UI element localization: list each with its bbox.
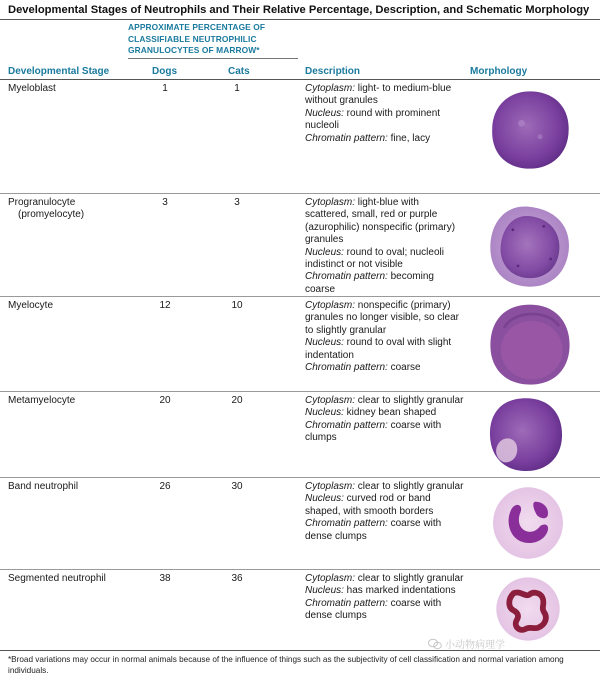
cats-percentage: 3 — [234, 197, 240, 208]
span-header-divider — [128, 58, 298, 59]
cats-percentage: 20 — [231, 395, 243, 406]
description-label: Chromatin pattern: — [305, 132, 388, 144]
description-label: Cytoplasm: — [305, 300, 356, 311]
description-text: fine, lacy — [387, 132, 431, 144]
description-label: Cytoplasm: — [305, 197, 356, 208]
col-header-morphology: Morphology — [470, 66, 528, 77]
description-label: Cytoplasm: — [305, 395, 356, 406]
watermark-text: 小动物病理学 — [445, 640, 505, 651]
description-label: Nucleus: — [305, 107, 344, 119]
dogs-percentage: 20 — [159, 395, 171, 406]
description-text: clear to slightly granular — [355, 573, 464, 584]
description — [305, 573, 465, 623]
col-header-description: Description — [305, 66, 361, 77]
table-title: Developmental Stages of Neutrophils and Their Relative Percentage, Description, and Schematic Morphology — [8, 4, 590, 16]
description-line — [305, 598, 465, 623]
description-label: Chromatin pattern: — [305, 518, 388, 530]
description-text: coarse with dense clumps — [305, 518, 442, 542]
cats-percentage: 36 — [231, 573, 243, 584]
description-text: light-blue with scattered, small, red or purple (azurophilic) nonspecific (primary) granules — [305, 197, 456, 246]
description-label: Chromatin pattern: — [305, 419, 388, 431]
title-divider — [0, 19, 600, 20]
footnote-divider — [0, 650, 600, 651]
metamyelocyte-cell-image — [486, 395, 566, 480]
description-label: Cytoplasm: — [305, 83, 356, 94]
description-line — [305, 197, 465, 247]
row-divider — [0, 193, 600, 194]
description-line — [305, 573, 465, 585]
dogs-percentage: 26 — [159, 481, 171, 492]
description-text: round to oval with slight indentation — [305, 337, 452, 361]
description-line — [305, 83, 465, 108]
description-label: Nucleus: — [305, 493, 344, 505]
description-line — [305, 481, 465, 493]
row-divider — [0, 296, 600, 297]
myelocyte-cell-image — [486, 302, 574, 393]
dogs-percentage: 3 — [162, 197, 168, 208]
col-header-stage: Developmental Stage — [8, 66, 110, 77]
description-line — [305, 420, 465, 445]
description-text: coarse with clumps — [305, 419, 442, 444]
description-text: has marked indentations — [343, 585, 456, 597]
myeloblast-cell-image — [486, 88, 574, 177]
percentage-span-header: APPROXIMATE PERCENTAGE OF CLASSIFIABLE NEUTROPHILIC GRANULOCYTES OF MARROW* — [128, 22, 266, 55]
description-label: Chromatin pattern: — [305, 597, 388, 609]
description-line — [305, 395, 465, 407]
description-label: Cytoplasm: — [305, 573, 356, 584]
dogs-percentage: 12 — [159, 300, 171, 311]
cats-percentage: 10 — [231, 300, 243, 311]
cats-percentage: 1 — [234, 83, 240, 94]
description-text: becoming coarse — [305, 271, 434, 295]
description-text: curved rod or band shaped, with smooth borders — [305, 493, 434, 517]
description-label: Nucleus: — [305, 246, 344, 258]
stage-name: Band neutrophil — [8, 481, 79, 492]
description-line — [305, 407, 465, 419]
description-line — [305, 271, 465, 296]
col-header-dogs: Dogs — [152, 66, 177, 77]
description-text: coarse with dense clumps — [305, 597, 442, 622]
description-text: clear to slightly granular — [355, 481, 464, 492]
description — [305, 197, 465, 296]
watermark — [428, 636, 505, 651]
description-text: light- to medium-blue without granules — [305, 83, 452, 107]
description-text: kidney bean shaped — [343, 407, 437, 419]
description-label: Chromatin pattern: — [305, 362, 388, 374]
stage-name: Metamyelocyte — [8, 395, 76, 406]
description-label: Nucleus: — [305, 585, 344, 597]
description-line — [305, 247, 465, 272]
description — [305, 481, 465, 543]
description-label: Chromatin pattern: — [305, 271, 388, 283]
dogs-percentage: 38 — [159, 573, 171, 584]
description-text: round to oval; nucleoli indistinct or not visible — [305, 246, 444, 271]
row-divider — [0, 569, 600, 570]
band-cell-image — [490, 482, 566, 569]
description-label: Nucleus: — [305, 337, 344, 349]
description-text: round with prominent nucleoli — [305, 107, 441, 132]
table-footnote: *Broad variations may occur in normal animals because of the influence of things such as the subjectivity of cell classification and normal variation among individuals. — [8, 655, 564, 675]
stage-name: Myelocyte — [8, 300, 54, 311]
description-label: Cytoplasm: — [305, 481, 356, 492]
description-line — [305, 518, 465, 543]
description — [305, 300, 465, 374]
description-label: Nucleus: — [305, 407, 344, 419]
description — [305, 83, 465, 145]
stage-name: Myeloblast — [8, 83, 56, 94]
progranulocyte-cell-image — [486, 204, 574, 295]
description-line — [305, 585, 465, 597]
row-divider — [0, 391, 600, 392]
stage-name: Segmented neutrophil — [8, 573, 106, 584]
row-divider — [0, 477, 600, 478]
description-line — [305, 133, 465, 145]
description-line — [305, 362, 465, 374]
description-line — [305, 108, 465, 133]
header-divider — [0, 79, 600, 80]
cats-percentage: 30 — [231, 481, 243, 492]
description — [305, 395, 465, 445]
description-text: nonspecific (primary) granules no longer visible, so clear to slightly granular — [305, 300, 459, 336]
stage-name: Progranulocyte (promyelocyte) — [8, 197, 85, 221]
wechat-icon — [428, 638, 442, 650]
description-text: clear to slightly granular — [355, 395, 464, 406]
col-header-cats: Cats — [228, 66, 250, 77]
description-line — [305, 300, 465, 337]
description-line — [305, 493, 465, 518]
description-text: coarse — [387, 362, 421, 374]
dogs-percentage: 1 — [162, 83, 168, 94]
description-line — [305, 337, 465, 362]
